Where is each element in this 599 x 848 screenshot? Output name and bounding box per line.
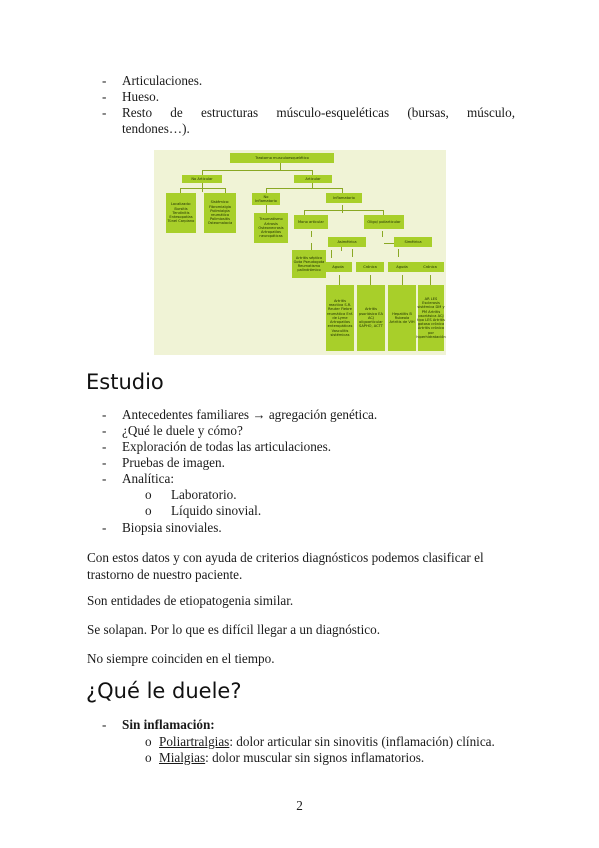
- definition: : dolor muscular sin signos inflamatorios.: [205, 750, 425, 765]
- node-cronica: Crónica: [416, 262, 444, 272]
- node-oligo: Oligo/ poliarticular: [364, 215, 404, 229]
- list-text: Resto de estructuras músculo-esqueléticas (bursas, músculo,: [122, 105, 515, 120]
- paragraph: Son entidades de etiopatogenia similar.: [87, 593, 294, 608]
- list-text: Articulaciones.: [122, 73, 203, 88]
- list-dash: -: [102, 455, 107, 470]
- list-dash: -: [102, 89, 107, 104]
- node-localizado: Localizado: Bursitis Tendinitis Entesopatías Túnel Carpiano: [166, 193, 196, 233]
- list-dash: -: [102, 407, 107, 422]
- node-mono-list: Artritis séptica Gota Pseudogota Reumatismo palindrómico: [292, 250, 326, 278]
- list-dash: -: [102, 439, 107, 454]
- term: Poliartralgias: [159, 734, 230, 749]
- list-dash: -: [102, 423, 107, 438]
- section-heading-estudio: Estudio: [86, 370, 164, 394]
- node-articular: Articular: [294, 175, 332, 183]
- node-no-articular: No Articular: [182, 175, 222, 183]
- paragraph: Se solapan. Por lo que es difícil llegar a un diagnóstico.: [87, 622, 380, 637]
- list-dash: -: [102, 73, 107, 88]
- node-box-cronica-sim: AR LES Esclerosis sistémica DM y PM Artritis psoriásica ACJ tipo LES Artritis gotosa crónica Artritis crónica por hiperhidratación: [418, 285, 444, 351]
- list-text: Hueso.: [122, 89, 159, 104]
- node-root: Trastorno musculoesquelético: [230, 153, 334, 163]
- node-aguda: Aguda: [388, 262, 416, 272]
- list-text: Biopsia sinoviales.: [122, 520, 222, 535]
- definition: : dolor articular sin sinovitis (inflamación) clínica.: [229, 734, 495, 749]
- sub-text: [159, 734, 495, 750]
- list-dash: -: [102, 717, 107, 732]
- node-simetrica: Simétrica: [394, 237, 432, 247]
- section-heading-que-le-duele: ¿Qué le duele?: [86, 679, 242, 703]
- list-text: Pruebas de imagen.: [122, 455, 225, 470]
- classification-diagram: [154, 150, 446, 355]
- list-text: ¿Qué le duele y cómo?: [122, 423, 243, 438]
- sub-text: Laboratorio.: [171, 487, 237, 502]
- term: Mialgias: [159, 750, 206, 765]
- list-text: Analítica:: [122, 471, 174, 486]
- paragraph: No siempre coinciden en el tiempo.: [87, 651, 275, 666]
- paragraph: Con estos datos y con ayuda de criterios diagnósticos podemos clasificar el trastorno de nuestro paciente.: [87, 550, 484, 582]
- node-mono: Mono articular: [294, 215, 328, 229]
- node-box-cronica-asim: Artritis psoriásica EA ACJ oligoarticular SAPHO, ACTT: [357, 285, 385, 351]
- list-dash: -: [102, 471, 107, 486]
- node-box-aguda-asim: Artritis reactiva S.R. Reuter Fiebre reumática Enf. de Lyme Artropatías enteropáticas Vasculitis sistémicas: [326, 285, 354, 351]
- list-text: Exploración de todas las articulaciones.: [122, 439, 332, 454]
- node-sistemico: Sistémico: Fibromialgia Polimialgia reumática Polimiositis Osteomalacia: [204, 193, 236, 233]
- list-text-bold: Sin inflamación:: [122, 717, 215, 732]
- list-dash: -: [102, 105, 107, 120]
- node-aguda: Aguda: [324, 262, 352, 272]
- node-asimetrica: Asimétrica: [328, 237, 366, 247]
- node-cronica: Crónica: [356, 262, 384, 272]
- node-inflamatorio: Inflamatorio: [326, 193, 362, 203]
- sub-bullet: o: [145, 503, 152, 518]
- list-text: Antecedentes familiares → agregación genética.: [122, 407, 378, 422]
- page-number: 2: [296, 798, 303, 813]
- sub-text: Líquido sinovial.: [171, 503, 262, 518]
- node-traumatismo: Traumatismo Artrosis Osteonecrosis Artropatías neuropáticas: [254, 213, 288, 243]
- list-text: tendones…).: [122, 121, 190, 136]
- node-no-inflamatorio: No Inflamatorio: [252, 193, 280, 205]
- node-box-aguda-sim: Hepatitis B Rubeola Artritis de VIH: [388, 285, 416, 351]
- sub-bullet: o: [145, 487, 152, 502]
- list-dash: -: [102, 520, 107, 535]
- sub-bullet: o: [145, 734, 152, 749]
- sub-bullet: o: [145, 750, 152, 765]
- sub-text: [159, 750, 424, 766]
